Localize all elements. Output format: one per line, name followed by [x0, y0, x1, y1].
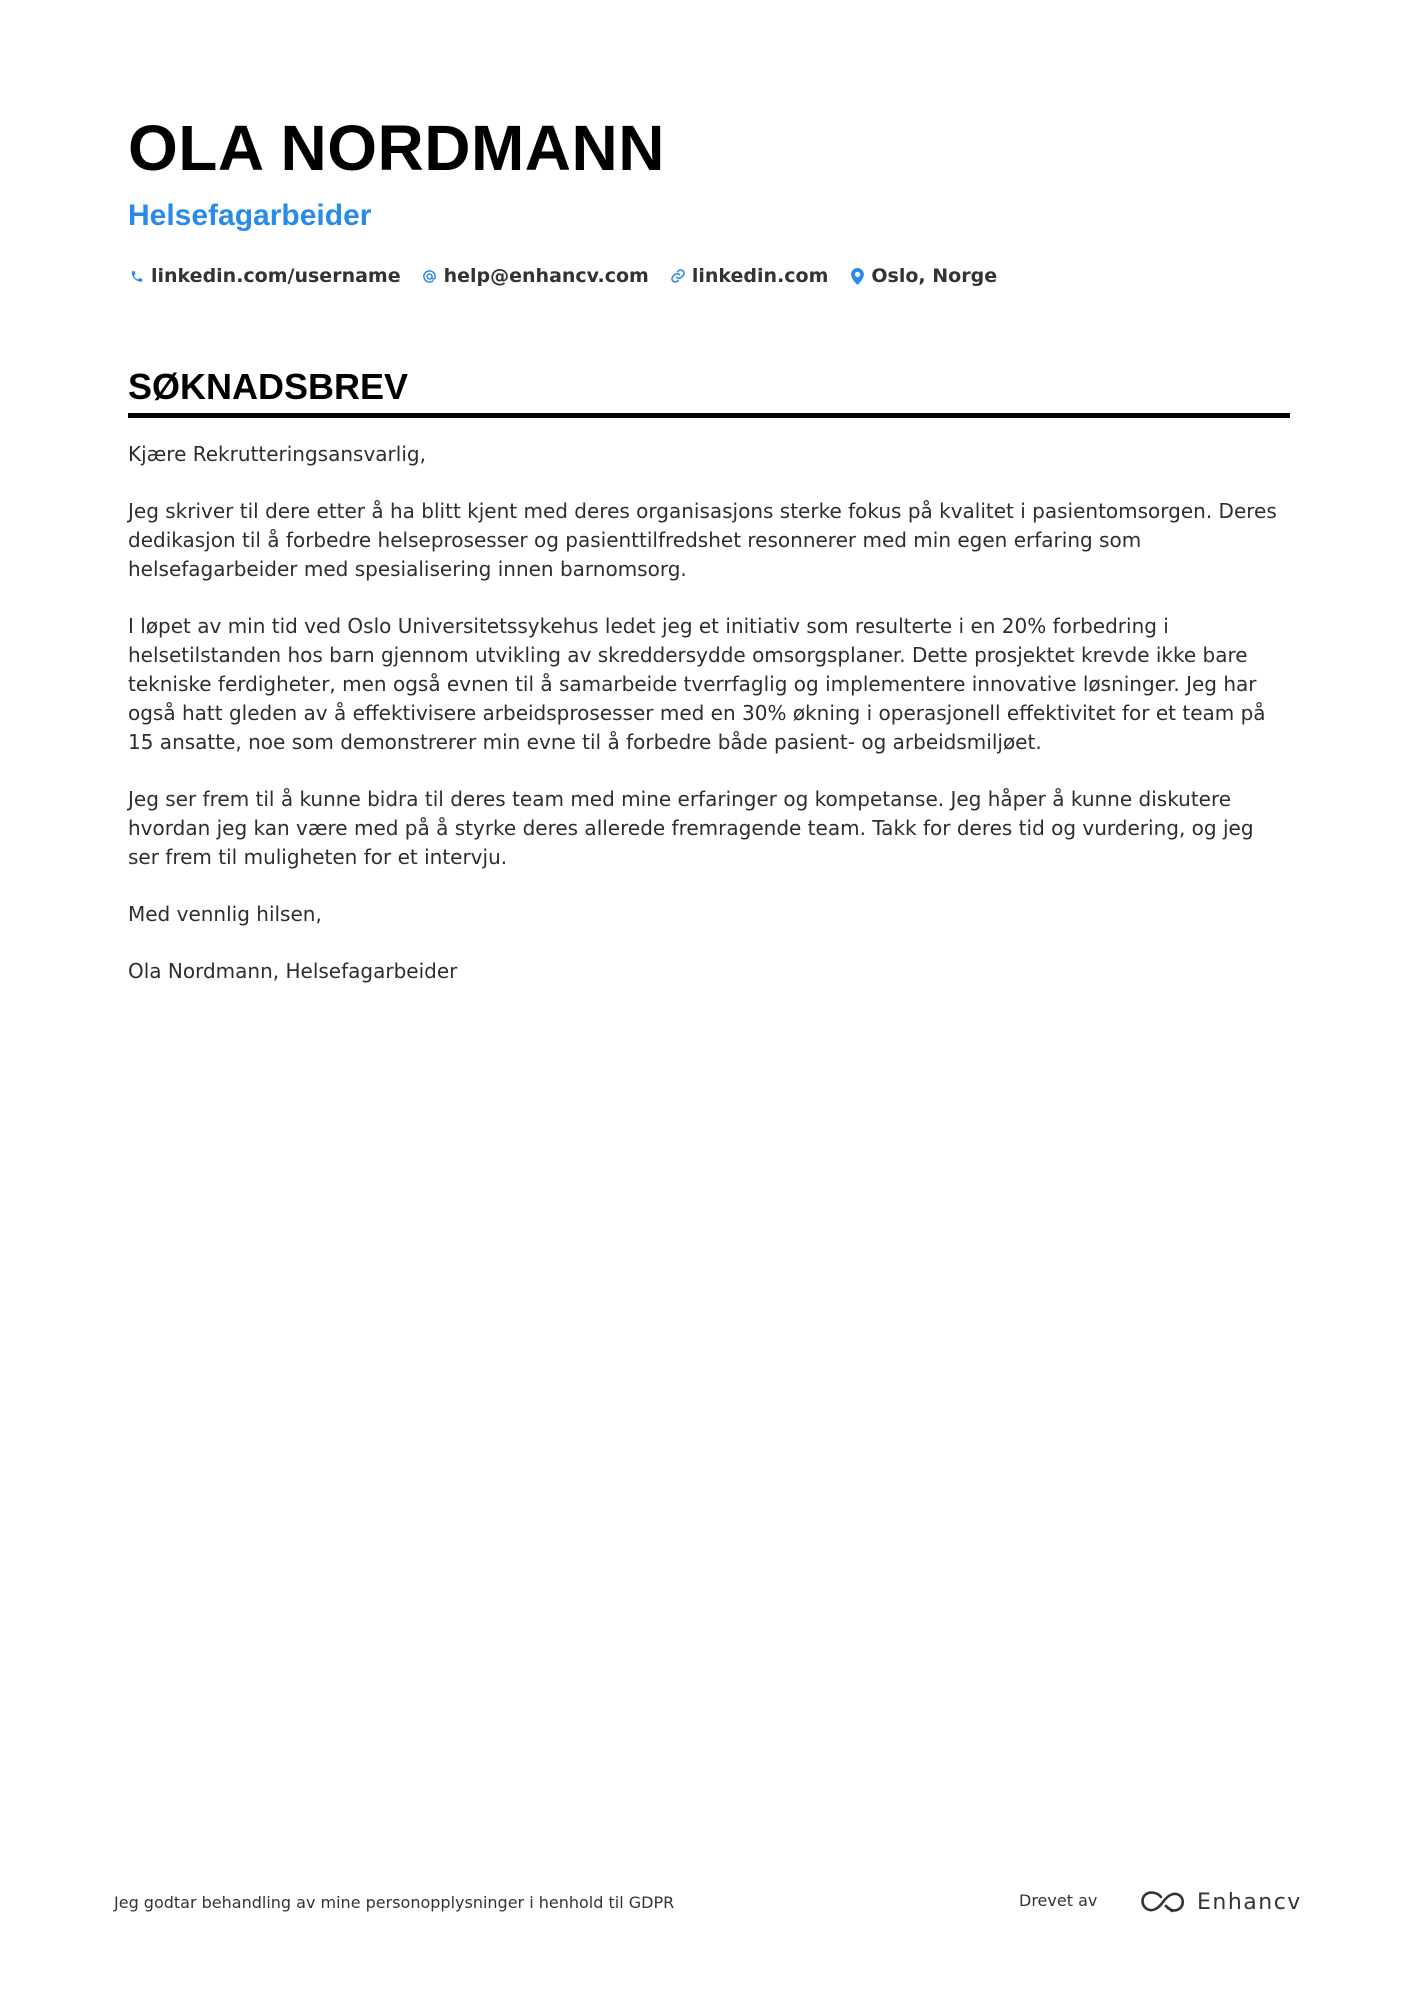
at-icon: [421, 266, 439, 286]
link-icon: [669, 266, 687, 286]
letter-paragraph: Jeg skriver til dere etter å ha blitt kjent med deres organisasjons sterke fokus på kvalitet i pasientomsorgen. Deres dedikasjon til å forbedre helseprosesser og pasienttilfredshet resonnerer med min egen erfaring som helsefagarbeider med spesialisering innen barnomsorg.: [128, 499, 1277, 581]
letter-salutation: Kjære Rekrutteringsansvarlig,: [128, 442, 426, 466]
contact-email: [421, 265, 649, 287]
job-title: Helsefagarbeider: [128, 199, 372, 232]
letter-paragraph: I løpet av min tid ved Oslo Universitetssykehus ledet jeg et initiativ som resulterte i en 20% forbedring i helsetilstanden hos barn gjennom utvikling av skreddersydde omsorgsplaner. Dette prosjektet krevde ikke bare tekniske ferdigheter, men også evnen til å samarbeide tverrfaglig og implementere innovative løsninger. Jeg har også hatt gleden av å effektivisere arbeidsprosesser med en 30% økning i operasjonell effektivitet for et team på 15 ansatte, noe som demonstrerer min evne til å forbedre både pasient- og arbeidsmiljøet.: [128, 614, 1266, 754]
powered-by-label: Drevet av: [1019, 1891, 1098, 1910]
letter-closing: Med vennlig hilsen,: [128, 902, 322, 926]
contact-link: [669, 265, 829, 287]
gdpr-consent-text: Jeg godtar behandling av mine personopplysninger i henhold til GDPR: [114, 1893, 675, 1912]
enhancv-brand-link[interactable]: [1139, 1885, 1302, 1919]
footer: [114, 1885, 1302, 1925]
contact-email-text: help@enhancv.com: [443, 265, 649, 287]
phone-icon: [128, 266, 146, 286]
cover-letter-section: [128, 365, 1290, 1014]
candidate-name: OLA NORDMANN: [128, 112, 665, 184]
section-divider: [128, 413, 1290, 418]
contact-link-text: linkedin.com: [691, 265, 829, 287]
letter-signature: Ola Nordmann, Helsefagarbeider: [128, 959, 458, 983]
location-pin-icon: [848, 266, 866, 286]
enhancv-brand-name: Enhancv: [1197, 1889, 1302, 1915]
letter-paragraph: Jeg ser frem til å kunne bidra til deres team med mine erfaringer og kompetanse. Jeg håper å kunne diskutere hvordan jeg kan være med på å styrke deres allerede fremragende team. Takk for deres tid og vurdering, og jeg ser frem til muligheten for et intervju.: [128, 787, 1254, 869]
letter-body: [128, 440, 1290, 986]
contact-location: [848, 265, 997, 287]
enhancv-logo-icon: [1139, 1889, 1187, 1915]
contact-phone: [128, 265, 401, 287]
contact-phone-text: linkedin.com/username: [151, 265, 401, 287]
contact-location-text: Oslo, Norge: [871, 265, 998, 287]
contact-bar: [128, 261, 1288, 291]
section-title: SØKNADSBREV: [128, 366, 409, 407]
header: [128, 110, 1288, 291]
